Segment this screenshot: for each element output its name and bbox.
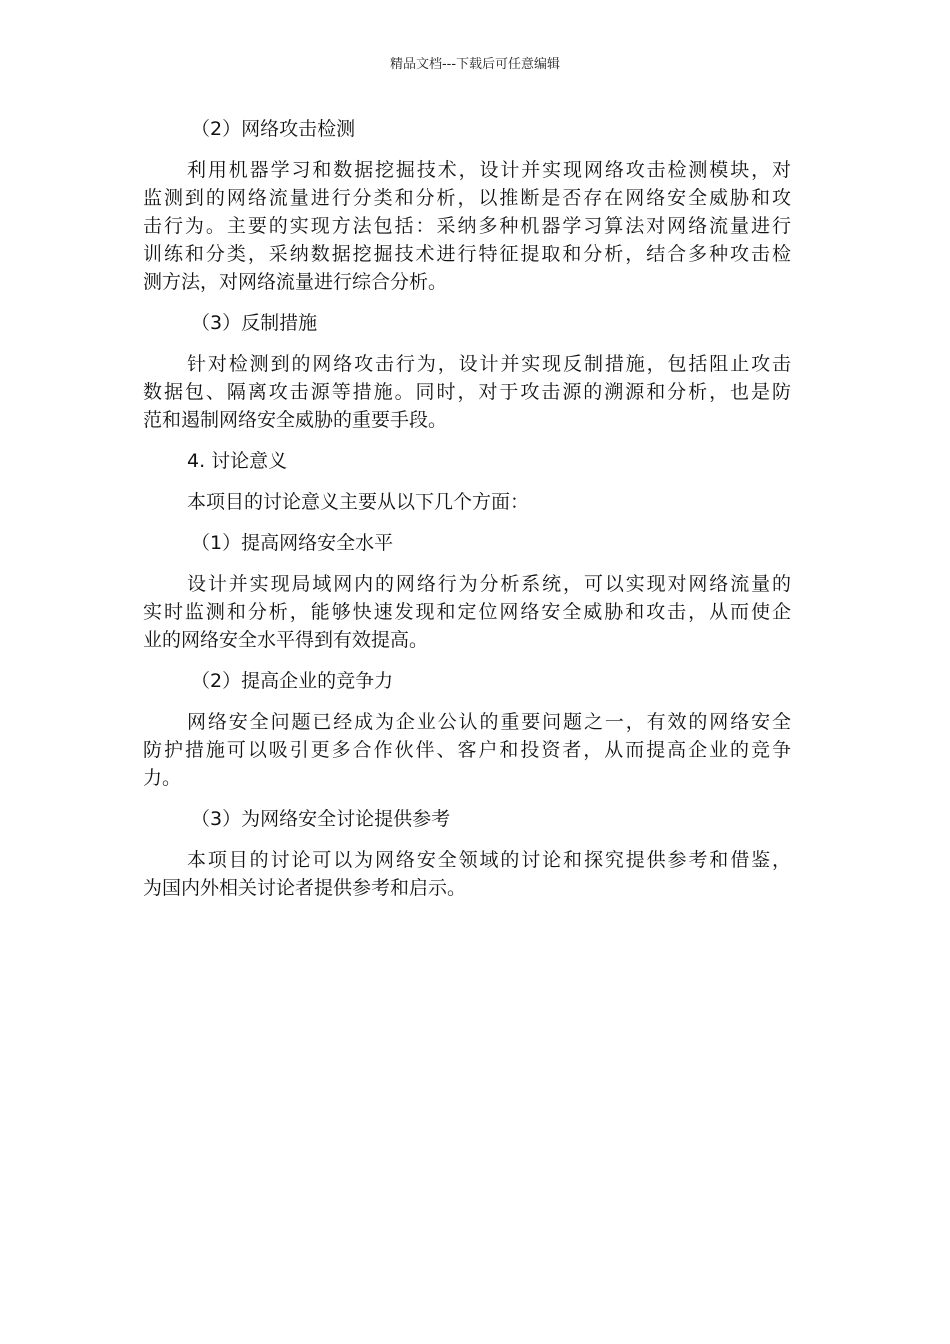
paragraph-line: 力。	[143, 767, 182, 789]
paragraph-line: 实时监测和分析，能够快速发现和定位网络安全威胁和攻击，从而使企	[143, 601, 791, 623]
section-heading: （1）提高网络安全水平	[191, 532, 394, 554]
paragraph-line: 击行为。主要的实现方法包括：采纳多种机器学习算法对网络流量进行	[143, 215, 791, 237]
paragraph-line: 本项目的讨论可以为网络安全领域的讨论和探究提供参考和借鉴，	[187, 849, 791, 871]
paragraph-line: 利用机器学习和数据挖掘技术，设计并实现网络攻击检测模块，对	[187, 159, 791, 181]
paragraph-gap	[143, 296, 791, 309]
body-paragraph	[143, 350, 791, 434]
paragraph-gap	[143, 557, 791, 570]
section-heading: （2）提高企业的竞争力	[191, 670, 394, 692]
paragraph-line: 设计并实现局域网内的网络行为分析系统，可以实现对网络流量的	[187, 573, 791, 595]
section-heading: （3）为网络安全讨论提供参考	[191, 808, 451, 830]
section-heading: （3）反制措施	[191, 312, 318, 334]
body-paragraph	[143, 708, 791, 792]
paragraph-gap	[143, 792, 791, 805]
paragraph-gap	[143, 516, 791, 529]
paragraph-gap	[143, 695, 791, 708]
paragraph-gap	[143, 337, 791, 350]
paragraph-gap	[143, 833, 791, 846]
paragraph-line: 本项目的讨论意义主要从以下几个方面：	[187, 491, 530, 513]
paragraph-line: 防护措施可以吸引更多合作伙伴、客户和投资者，从而提高企业的竞争	[143, 739, 791, 761]
paragraph-gap	[143, 654, 791, 667]
section-heading: （2）网络攻击检测	[191, 118, 356, 140]
paragraph-gap	[143, 434, 791, 447]
paragraph-line: 网络安全问题已经成为企业公认的重要问题之一，有效的网络安全	[187, 711, 791, 733]
paragraph-line: 业的网络安全水平得到有效提高。	[143, 629, 429, 651]
paragraph-gap	[143, 143, 791, 156]
paragraph-line: 训练和分类，采纳数据挖掘技术进行特征提取和分析，结合多种攻击检	[143, 243, 791, 265]
paragraph-line: 测方法，对网络流量进行综合分析。	[143, 271, 448, 293]
body-paragraph	[143, 570, 791, 654]
paragraph-line: 为国内外相关讨论者提供参考和启示。	[143, 877, 467, 899]
section-heading: 4. 讨论意义	[187, 450, 288, 472]
paragraph-line: 数据包、隔离攻击源等措施。同时，对于攻击源的溯源和分析，也是防	[143, 381, 791, 403]
paragraph-line: 监测到的网络流量进行分类和分析，以推断是否存在网络安全威胁和攻	[143, 187, 791, 209]
body-paragraph	[143, 846, 791, 902]
paragraph-line: 针对检测到的网络攻击行为，设计并实现反制措施，包括阻止攻击	[187, 353, 791, 375]
paragraph-line: 范和遏制网络安全威胁的重要手段。	[143, 409, 448, 431]
body-paragraph	[143, 488, 791, 516]
paragraph-gap	[143, 475, 791, 488]
document-body	[143, 115, 791, 902]
body-paragraph	[143, 156, 791, 296]
page-header: 精品文档---下载后可任意编辑	[389, 57, 561, 72]
